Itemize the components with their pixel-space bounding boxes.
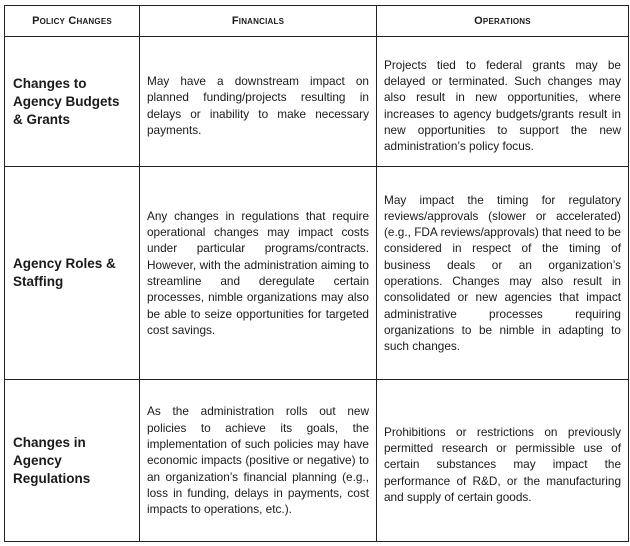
header-operations: Operations: [377, 6, 629, 37]
row-heading: Changes to Agency Budgets & Grants: [5, 37, 140, 167]
table-row: [5, 167, 629, 380]
operations-cell: May impact the timing for regulatory reviews/approvals (slower or accelerated) (e.g., FDA reviews/approvals) that need to be considered in respect of the timing of business deals or an organization’s operations. Changes may also result in consolidated or new agencies that impact administrative processes requiring organizations to be nimble in adapting to such changes.: [377, 167, 629, 380]
row-heading: Agency Roles & Staffing: [5, 167, 140, 380]
financials-cell: Any changes in regulations that require operational changes may impact costs under particular programs/contracts. However, with the administration aiming to streamline and deregulate certain processes, nimble organizations may also be able to seize opportunities for targeted cost savings.: [140, 167, 377, 380]
table-row: [5, 37, 629, 167]
operations-cell: Prohibitions or restrictions on previously permitted research or permissible use of certain substances may impact the performance of R&D, or the manufacturing and supply of certain goods.: [377, 380, 629, 542]
table-row: [5, 380, 629, 542]
row-heading: Changes in Agency Regulations: [5, 380, 140, 542]
header-policy-changes: Policy Changes: [5, 6, 140, 37]
header-row: [5, 6, 629, 37]
financials-cell: May have a downstream impact on planned funding/projects resulting in delays or inability to make necessary payments.: [140, 37, 377, 167]
policy-impact-table: [4, 5, 629, 542]
financials-cell: As the administration rolls out new policies to achieve its goals, the implementation of such policies may have economic impacts (positive or negative) to an organization’s financial planning (e.g., loss in funding, delays in payments, cost impacts to operations, etc.).: [140, 380, 377, 542]
header-financials: Financials: [140, 6, 377, 37]
operations-cell: Projects tied to federal grants may be delayed or terminated. Such changes may also result in new opportunities, where increases to agency budgets/grants result in new opportunities to support the new administration’s policy focus.: [377, 37, 629, 167]
